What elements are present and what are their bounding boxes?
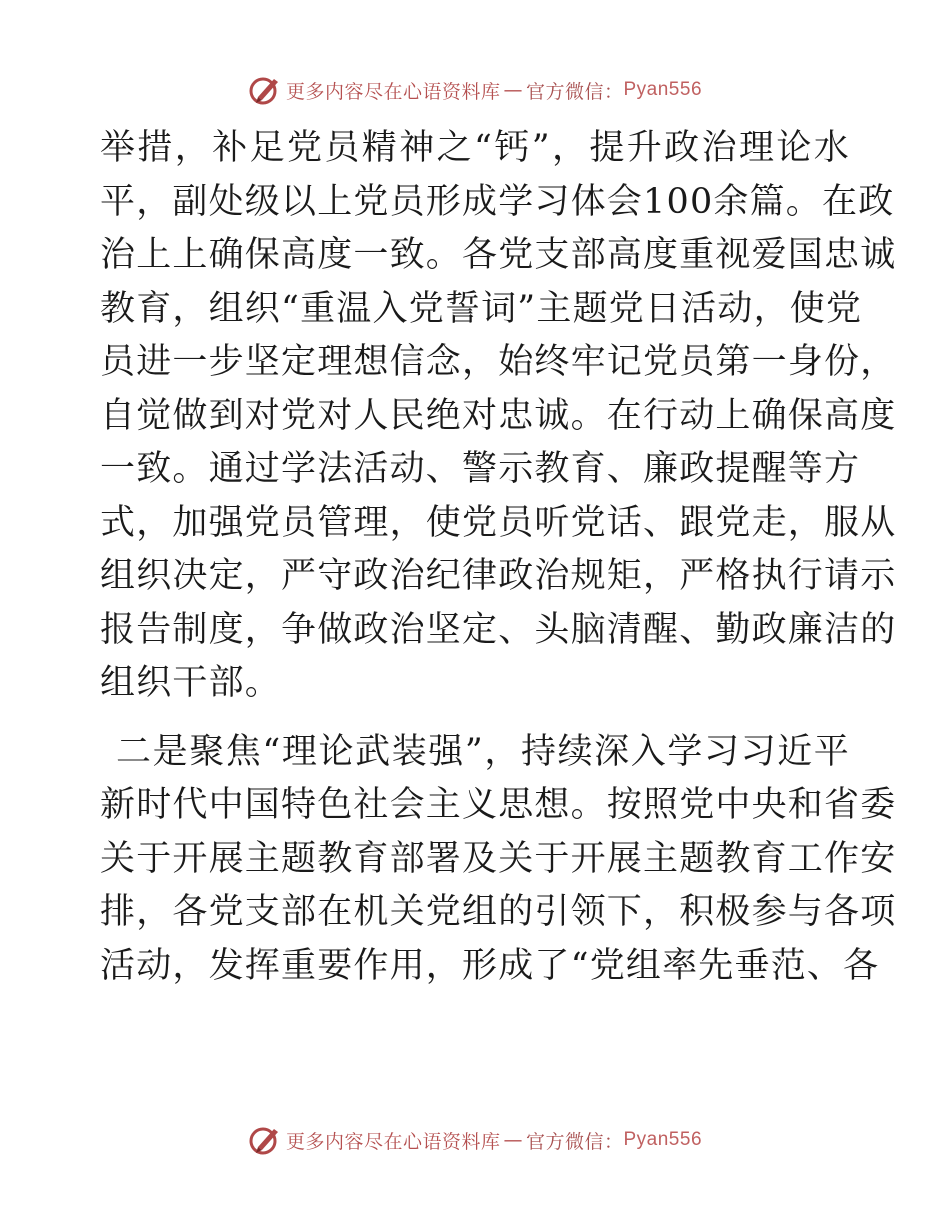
text-line: 员进一步坚定理想信念，始终牢记党员第一身份，: [100, 342, 897, 382]
footer-wechat-id: Pyan556: [623, 1129, 703, 1150]
text-line: 治上上确保高度一致。各党支部高度重视爱国忠诚: [100, 235, 897, 275]
text-line: 组织干部。: [100, 663, 282, 703]
pen-logo-icon: [248, 73, 282, 107]
header-banner: [0, 70, 950, 110]
text-line: 报告制度，争做政治坚定、头脑清醒、勤政廉洁的: [100, 609, 897, 650]
paragraph-1: [100, 122, 897, 711]
text-line: 组织决定，严守政治纪律政治规矩，严格执行请示: [100, 556, 897, 596]
header-site-text: 更多内容尽在心语资料库: [285, 80, 501, 103]
pen-logo-icon: [248, 1123, 282, 1157]
text-line: 式，加强党员管理，使党员听党话、跟党走，服从: [100, 502, 897, 543]
footer-banner: [0, 1120, 950, 1160]
header-official-text: 官方微信：: [525, 80, 624, 103]
text-line: 一致。通过学法活动、警示教育、廉政提醒等方: [100, 449, 861, 489]
text-line: 新时代中国特色社会主义思想。按照党中央和省委: [100, 785, 897, 825]
text-line: 排，各党支部在机关党组的引领下，积极参与各项: [100, 892, 897, 932]
text-line: 关于开展主题教育部署及关于开展主题教育工作安: [100, 838, 897, 879]
text-line: 二是聚焦“理论武装强”，持续深入学习习近平: [116, 731, 850, 772]
text-line: 教育，组织“重温入党誓词”主题党日活动，使党: [100, 288, 863, 329]
paragraph-gap: [100, 711, 850, 726]
footer-separator: —: [503, 1129, 523, 1151]
paragraph-2: [100, 726, 897, 994]
document-body: [100, 122, 897, 993]
text-line: 自觉做到对党对人民绝对忠诚。在行动上确保高度: [100, 395, 897, 436]
footer-site-text: 更多内容尽在心语资料库: [285, 1130, 501, 1153]
text-line: 平，副处级以上党员形成学习体会100余篇。在政: [100, 181, 895, 222]
text-line: 举措，补足党员精神之“钙”，提升政治理论水: [100, 128, 850, 168]
text-line: 活动，发挥重要作用，形成了“党组率先垂范、各: [100, 945, 880, 986]
header-wechat-id: Pyan556: [623, 79, 703, 100]
footer-official-text: 官方微信：: [525, 1130, 624, 1153]
header-separator: —: [503, 79, 523, 101]
